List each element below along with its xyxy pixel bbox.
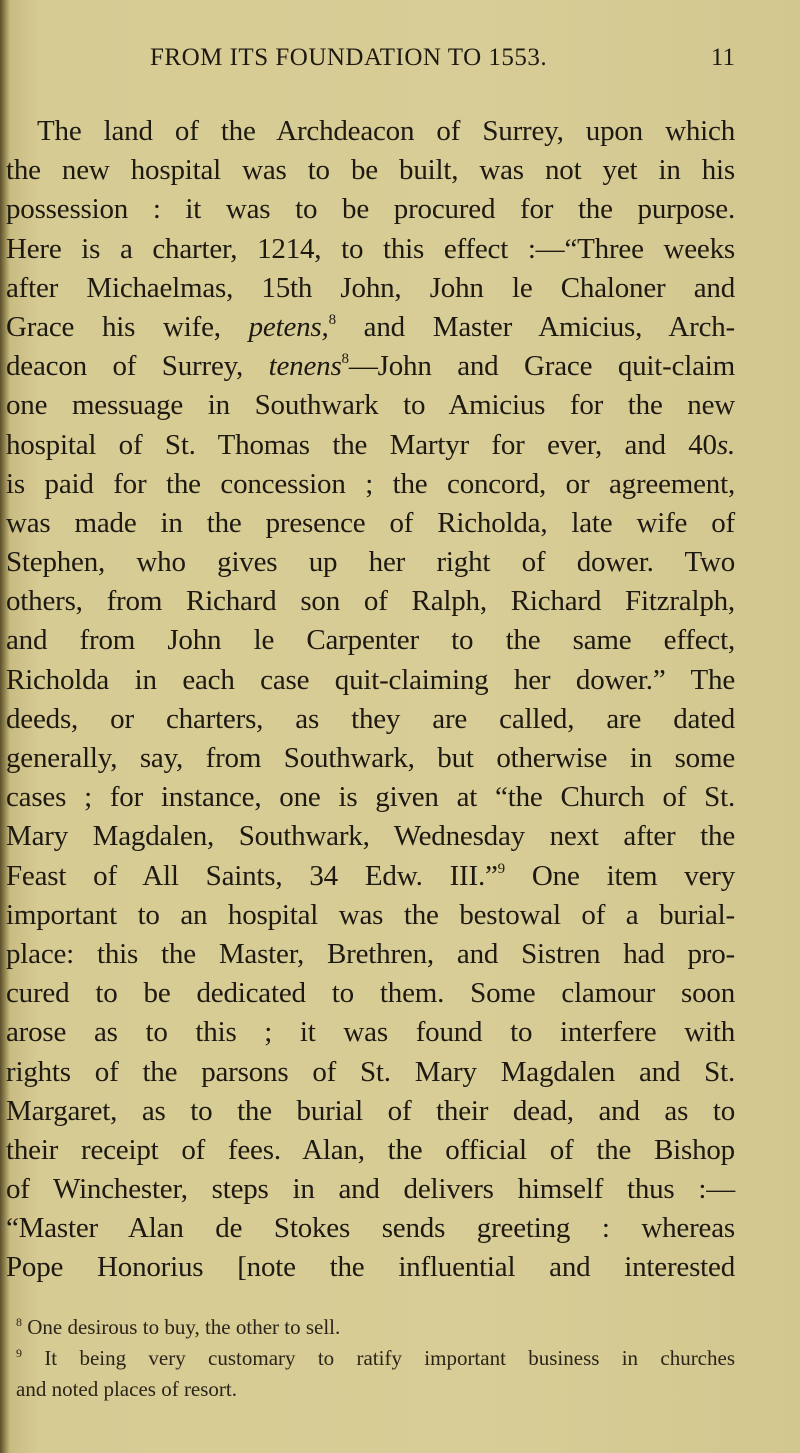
running-title: FROM ITS FOUNDATION TO 1553. (150, 44, 548, 71)
footnote-ref: 8 (341, 351, 349, 368)
text-segment: generally, say, from Southwark, but otherwise in some (6, 742, 735, 774)
text-line (6, 974, 735, 1013)
text-segment: the new hospital was to be built, was not yet in his (6, 154, 735, 187)
text-segment: and from John le Carpenter to the same effect, (6, 624, 735, 657)
text-line (6, 465, 735, 504)
text-segment: rights of the parsons of St. Mary Magdalen and St. (6, 1055, 735, 1088)
text-line (6, 1013, 735, 1052)
text-segment: after Michaelmas, 15th John, John le Chaloner and (6, 271, 735, 304)
text-line (6, 426, 735, 465)
text-line (6, 1131, 735, 1170)
text-line (6, 1092, 735, 1131)
text-segment: cases ; for instance, one is given at “the Church of St. (6, 781, 735, 814)
text-line (6, 1170, 735, 1209)
text-line (6, 817, 735, 856)
text-segment: of Winchester, steps in and delivers himself thus :— (6, 1173, 735, 1206)
footnote-mark: 8 (16, 1315, 22, 1329)
text-line (6, 1209, 735, 1248)
text-line (6, 386, 735, 425)
text-line (6, 621, 735, 660)
page-number: 11 (710, 44, 735, 71)
text-segment: Richolda in each case quit-claiming her dower.” The (6, 663, 735, 696)
italic-term: tenens (268, 350, 342, 383)
footnote-ref: 8 (328, 311, 336, 328)
text-segment: place: this the Master, Brethren, and Sistren had pro- (6, 937, 735, 970)
footnote-text: It being very customary to ratify important business in churches (44, 1346, 735, 1370)
footnote-ref: 9 (497, 860, 505, 877)
text-line (6, 347, 735, 386)
body-text (6, 112, 735, 1288)
text-segment: Pope Honorius [note the influential and interested (6, 1251, 735, 1284)
italic-term: s. (716, 428, 735, 461)
text-line (6, 582, 735, 621)
text-segment: hospital of St. Thomas the Martyr for ever, and 40 (6, 428, 717, 461)
text-segment: cured to be dedicated to them. Some clamour soon (6, 977, 735, 1010)
text-segment: others, from Richard son of Ralph, Richard Fitzralph, (6, 585, 735, 618)
text-segment: Mary Magdalen, Southwark, Wednesday next after the (6, 820, 735, 853)
text-segment: arose as to this ; it was found to interfere with (6, 1016, 735, 1049)
text-line (6, 504, 735, 543)
text-segment: Grace his wife, (6, 310, 249, 343)
text-segment: —John and Grace quit-claim (348, 350, 736, 383)
footnote (16, 1343, 735, 1374)
text-line (6, 112, 735, 151)
page-header (150, 44, 735, 84)
text-segment: is paid for the concession ; the concord, or agreement, (6, 467, 735, 500)
text-segment: important to an hospital was the bestowal of a burial- (6, 898, 735, 931)
text-segment: one messuage in Southwark to Amicius for the new (6, 389, 735, 422)
text-segment: and Master Amicius, Arch- (335, 310, 735, 343)
text-segment: Margaret, as to the burial of their dead, and as to (6, 1094, 735, 1127)
text-line (6, 739, 735, 778)
italic-term: petens, (248, 310, 329, 343)
text-segment: Here is a charter, 1214, to this effect :—“Three weeks (6, 232, 735, 265)
text-segment: possession : it was to be procured for the purpose. (6, 193, 735, 226)
text-line (6, 935, 735, 974)
text-line (6, 308, 735, 347)
footnotes (16, 1312, 735, 1405)
text-line (6, 269, 735, 308)
text-line (6, 190, 735, 229)
text-line (6, 857, 735, 896)
text-line (6, 151, 735, 190)
text-segment: “Master Alan de Stokes sends greeting : whereas (6, 1212, 735, 1245)
text-line (6, 661, 735, 700)
text-line (6, 896, 735, 935)
text-segment: One item very (504, 859, 736, 892)
footnote-mark: 9 (16, 1346, 22, 1360)
footnote (16, 1374, 735, 1405)
footnote (16, 1312, 735, 1343)
text-line (6, 230, 735, 269)
footnote-text: One desirous to buy, the other to sell. (27, 1315, 341, 1339)
text-segment: was made in the presence of Richolda, late wife of (6, 506, 735, 539)
text-segment: The land of the Archdeacon of Surrey, upon which (37, 115, 735, 147)
text-segment: deeds, or charters, as they are called, are dated (6, 702, 735, 735)
text-segment: their receipt of fees. Alan, the official of the Bishop (6, 1133, 735, 1166)
text-line (6, 1248, 735, 1287)
text-segment: Feast of All Saints, 34 Edw. III.” (6, 859, 498, 892)
text-line (6, 543, 735, 582)
text-line (6, 700, 735, 739)
footnote-text: and noted places of resort. (16, 1377, 238, 1401)
text-line (6, 1053, 735, 1092)
text-line (6, 778, 735, 817)
text-segment: deacon of Surrey, (6, 350, 269, 383)
text-segment: Stephen, who gives up her right of dower. Two (6, 546, 735, 579)
